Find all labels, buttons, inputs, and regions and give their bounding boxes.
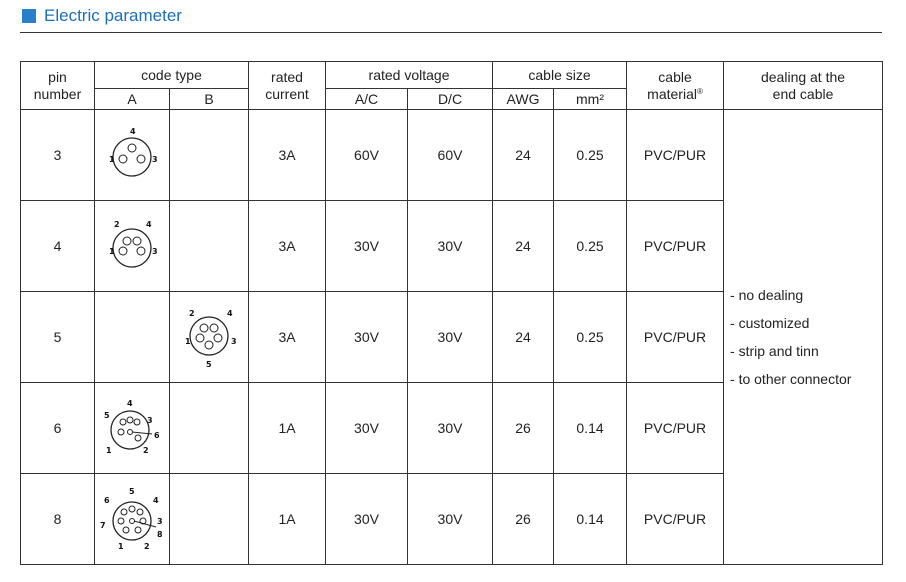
pin-label: 4 <box>127 399 133 408</box>
pin-number-cell: 6 <box>21 383 95 474</box>
code-b-cell <box>170 201 249 292</box>
connector-8pin-diagram <box>96 483 168 555</box>
dc-voltage-cell: 60V <box>408 110 493 201</box>
dc-voltage-cell: 30V <box>408 383 493 474</box>
ac-voltage-cell: 30V <box>326 201 408 292</box>
awg-cell: 24 <box>493 110 554 201</box>
pin-label: 5 <box>129 487 135 496</box>
rated-current-cell: 1A <box>249 383 326 474</box>
awg-cell: 24 <box>493 292 554 383</box>
pin-label: 3 <box>157 517 163 526</box>
code-b-cell <box>170 110 249 201</box>
code-a-cell <box>95 110 170 201</box>
pin-label: 1 <box>106 446 112 455</box>
code-a-cell <box>95 474 170 565</box>
header-ac: A/C <box>326 89 408 110</box>
pin-label: 6 <box>104 496 110 505</box>
dc-voltage-cell: 30V <box>408 474 493 565</box>
pin-label: 4 <box>146 220 152 229</box>
pin-label: 4 <box>130 127 136 136</box>
pin-label: 3 <box>152 155 158 164</box>
code-b-cell <box>170 474 249 565</box>
code-a-cell <box>95 201 170 292</box>
material-cell: PVC/PUR <box>627 474 724 565</box>
header-cable-material <box>627 62 724 110</box>
section-header <box>22 4 182 28</box>
pin-label: 1 <box>185 337 191 346</box>
pin-number-cell: 3 <box>21 110 95 201</box>
pin-label: 1 <box>109 247 115 256</box>
header-code-type: code type <box>95 62 249 89</box>
header-dc: D/C <box>408 89 493 110</box>
dealing-options-cell <box>724 110 883 565</box>
connector-3pin-diagram <box>100 123 164 187</box>
material-cell: PVC/PUR <box>627 383 724 474</box>
pin-label: 4 <box>153 496 159 505</box>
header-cable-material-label: cable material <box>647 68 697 102</box>
pin-label: 2 <box>144 542 150 551</box>
dealing-option: - strip and tinn <box>730 343 819 359</box>
material-cell: PVC/PUR <box>627 110 724 201</box>
pin-label: 6 <box>154 431 160 440</box>
pin-label: 7 <box>100 521 106 530</box>
connector-4pin-diagram <box>100 214 164 278</box>
mm2-cell: 0.25 <box>554 292 627 383</box>
header-cable-size: cable size <box>493 62 627 89</box>
code-a-cell <box>95 383 170 474</box>
pin-number-cell: 5 <box>21 292 95 383</box>
dealing-option: - customized <box>730 315 810 331</box>
rated-current-cell: 3A <box>249 292 326 383</box>
pin-label: 1 <box>118 542 124 551</box>
dealing-option: - no dealing <box>730 287 804 303</box>
dc-voltage-cell: 30V <box>408 201 493 292</box>
dc-voltage-cell: 30V <box>408 292 493 383</box>
awg-cell: 26 <box>493 383 554 474</box>
electric-parameter-table <box>20 61 883 565</box>
mm2-cell: 0.14 <box>554 383 627 474</box>
connector-5pin-b-diagram <box>175 303 243 371</box>
table-row <box>21 110 883 201</box>
header-pin-number: pin number <box>21 62 95 110</box>
header-code-a: A <box>95 89 170 110</box>
header-rated-current: rated current <box>249 62 326 110</box>
cable-material-mark: ® <box>696 86 703 96</box>
awg-cell: 24 <box>493 201 554 292</box>
ac-voltage-cell: 60V <box>326 110 408 201</box>
header-rated-voltage: rated voltage <box>326 62 493 89</box>
material-cell: PVC/PUR <box>627 292 724 383</box>
ac-voltage-cell: 30V <box>326 292 408 383</box>
pin-label: 8 <box>157 530 163 539</box>
connector-6pin-diagram <box>98 394 166 462</box>
pin-label: 4 <box>227 309 233 318</box>
pin-label: 2 <box>114 220 120 229</box>
ac-voltage-cell: 30V <box>326 474 408 565</box>
pin-number-cell: 8 <box>21 474 95 565</box>
header-divider <box>20 32 882 33</box>
header-awg: AWG <box>493 89 554 110</box>
pin-label: 5 <box>104 411 110 420</box>
rated-current-cell: 1A <box>249 474 326 565</box>
mm2-cell: 0.14 <box>554 474 627 565</box>
pin-label: 2 <box>143 446 149 455</box>
header-code-b: B <box>170 89 249 110</box>
code-b-cell <box>170 292 249 383</box>
header-mm2: mm² <box>554 89 627 110</box>
pin-label: 2 <box>189 309 195 318</box>
pin-label: 5 <box>206 360 212 369</box>
dealing-option: - to other connector <box>730 371 852 387</box>
section-title: Electric parameter <box>44 6 182 25</box>
awg-cell: 26 <box>493 474 554 565</box>
pin-label: 3 <box>152 247 158 256</box>
code-b-cell <box>170 383 249 474</box>
mm2-cell: 0.25 <box>554 201 627 292</box>
rated-current-cell: 3A <box>249 110 326 201</box>
pin-label: 3 <box>147 416 153 425</box>
material-cell: PVC/PUR <box>627 201 724 292</box>
pin-label: 1 <box>109 155 115 164</box>
mm2-cell: 0.25 <box>554 110 627 201</box>
code-a-cell <box>95 292 170 383</box>
pin-number-cell: 4 <box>21 201 95 292</box>
header-dealing: dealing at the end cable <box>724 62 883 110</box>
rated-current-cell: 3A <box>249 201 326 292</box>
pin-label: 3 <box>231 337 237 346</box>
ac-voltage-cell: 30V <box>326 383 408 474</box>
header-square-icon <box>22 9 36 23</box>
